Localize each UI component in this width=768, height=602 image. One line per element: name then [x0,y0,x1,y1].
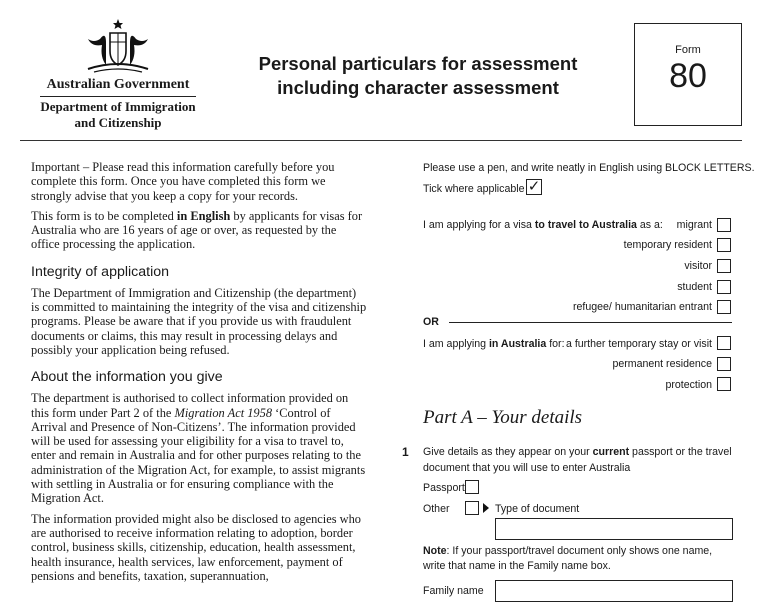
checkbox-protection[interactable] [717,377,731,391]
department-name [20,99,216,131]
text-span: This form is to be completed [31,208,177,223]
option-label-temporary-resident: temporary resident [623,239,712,251]
pointer-arrow-icon [483,503,489,513]
note-line-1 [423,545,712,557]
text-span: : If your passport/travel document only shows one name, [446,545,713,557]
checkbox-further-stay[interactable] [717,336,731,350]
checkbox-temporary-resident[interactable] [717,238,731,252]
integrity-heading: Integrity of application [31,263,170,280]
form-label: Form [675,44,701,56]
note-label: Note [423,545,447,557]
part-a-heading: Part A – Your details [423,407,583,428]
type-of-document-field[interactable] [495,518,733,540]
text-span: Give details as they appear on your [423,446,593,458]
divider [40,96,196,97]
family-name-label: Family name [423,585,484,597]
option-label-further-stay: a further temporary stay or visit [565,338,712,350]
text-span: ‘Control of Arrival and Presence of Non-Citizens’. The information provided will be used for assessing your eligibility for a visa to travel to, enter and remain in Australia and for other purposes relating to the administration of the Migration Act, for example, to assist migrants with settling in Australia or for ensuring compliance with the Migration Act. [31,405,366,506]
passport-label: Passport [423,482,465,494]
family-name-field[interactable] [495,580,733,602]
checkbox-refugee[interactable] [717,300,731,314]
checkbox-permanent-residence[interactable] [717,357,731,371]
form-number-box [634,23,742,126]
about-info-paragraph [31,391,367,505]
note-line-2: write that name in the Family name box. [423,560,611,572]
emphasis-text: current [592,446,630,458]
tick-example-checkbox: ✓ [527,178,541,195]
option-label-protection: protection [665,379,712,391]
department-line-2: and Citizenship [74,115,162,130]
emphasis-text: in Australia [488,338,547,350]
option-label-permanent-residence: permanent residence [612,358,712,370]
form-title [258,52,578,100]
eligibility-paragraph [31,209,367,252]
text-span: I am applying [423,338,489,350]
information-column [31,160,367,589]
or-divider [449,322,732,323]
option-label-visitor: visitor [684,260,712,272]
text-span: by applicants for visas for Australia who are 16 years of age or over, as requested by the office processing the application. [31,208,363,252]
header-divider [20,140,742,141]
intro-paragraph: Important – Please read this information carefully before you complete this form. Once you have completed this form we strongly advise that you keep a copy for your records. [31,160,335,203]
option-label-refugee: refugee/ humanitarian entrant [573,301,712,313]
question-1-line-1 [423,446,732,458]
checkbox-visitor[interactable] [717,259,731,273]
question-1-line-2: document that you will use to enter Australia [423,462,631,474]
coat-of-arms-logo [76,17,160,77]
type-of-document-label: Type of document [495,503,580,515]
text-span: for: [546,338,565,350]
text-span: passport or the travel [629,446,732,458]
form-number: 80 [669,57,707,95]
question-number: 1 [402,445,409,459]
form-title-line-2: including character assessment [277,77,559,98]
checkbox-other-document[interactable] [465,501,479,515]
integrity-paragraph: The Department of Immigration and Citizenship (the department) is committed to maintaining the integrity of the visa and citizenship programs. Please be aware that if you provide us with fraudulent documents or claims, this may result in processing delays and possibly your application being refused. [31,285,367,357]
option-label-student: student [677,281,712,293]
checkbox-student[interactable] [717,280,731,294]
disclosure-paragraph: The information provided might also be disclosed to agencies who are authorised to receive information relating to adoption, border control, business skills, citizenship, education, health assessment, health insurance, health services, law enforcement, payment of pensions and benefits, taxation, superannuation, [31,511,361,583]
government-name: Australian Government [46,77,190,92]
checkbox-migrant[interactable] [717,218,731,232]
act-title: Migration Act 1958 [174,405,273,420]
or-label: OR [423,316,439,328]
checkbox-passport[interactable] [465,480,479,494]
text-span: The department is authorised to collect information provided on this form under Part 2 of the [31,391,349,420]
option-label-migrant: migrant [676,219,712,231]
emphasis-text: in English [176,208,231,223]
text-span: I am applying for a visa [423,219,535,231]
form-title-line-1: Personal particulars for assessment [258,53,578,74]
emphasis-text: to travel to Australia [534,219,637,231]
instruction-text: Please use a pen, and write neatly in English using BLOCK LETTERS. [423,162,755,174]
tick-instruction: Tick where applicable [423,183,525,195]
other-label: Other [423,503,450,515]
department-line-1: Department of Immigration [40,99,196,114]
text-span: as a: [636,219,663,231]
about-info-heading: About the information you give [31,369,223,386]
